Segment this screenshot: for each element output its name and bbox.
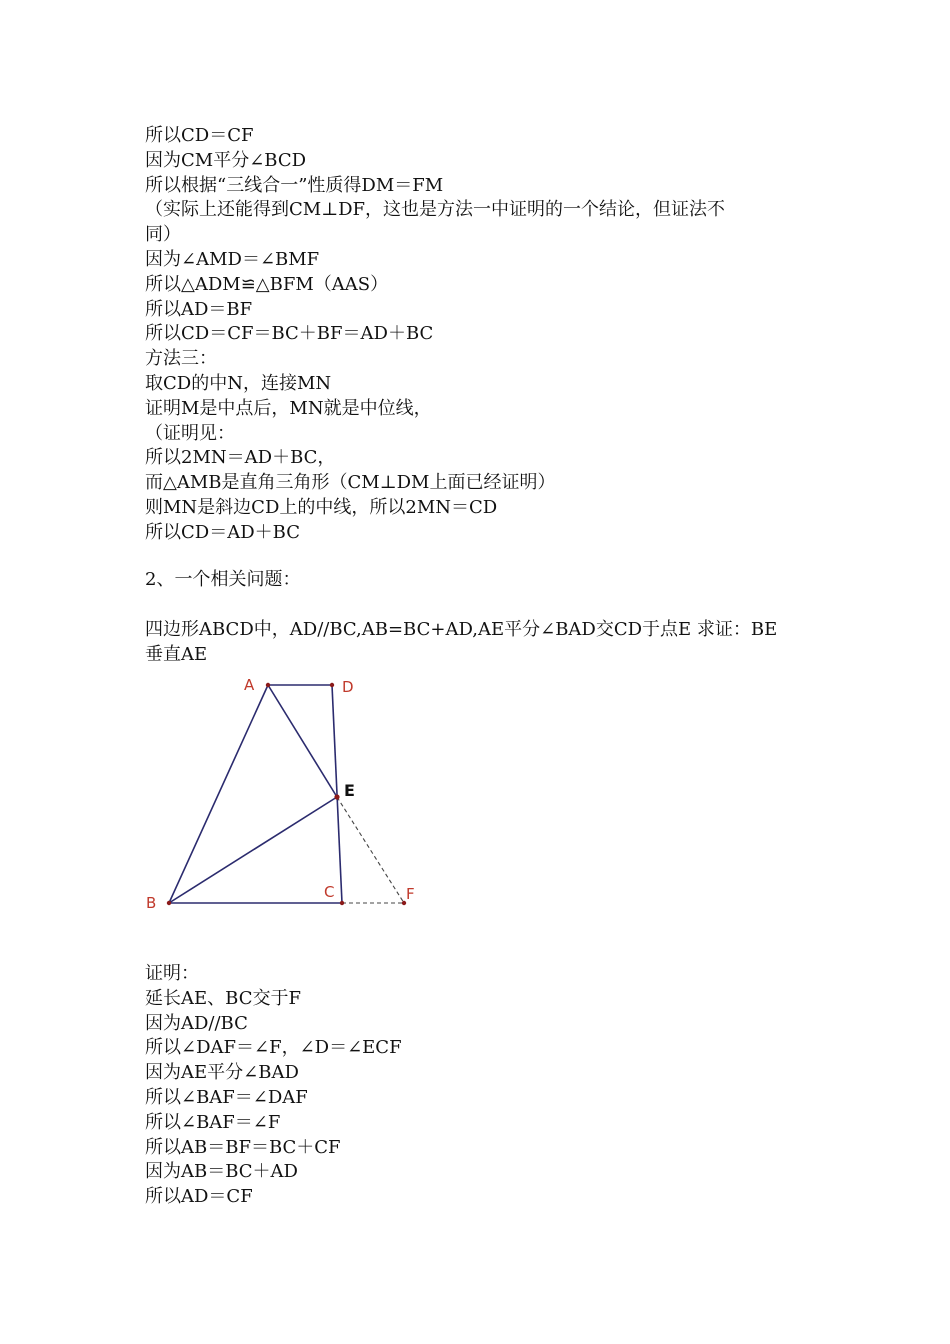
- label-c: C: [324, 883, 335, 901]
- segment-ef-dashed: [337, 797, 404, 903]
- segment-ae: [268, 685, 337, 797]
- point-a: [266, 683, 270, 687]
- geometry-svg: [140, 670, 430, 920]
- problem-statement: [145, 618, 825, 668]
- text-line: 因为AB＝BC＋AD: [145, 1161, 298, 1183]
- label-f: F: [406, 885, 415, 903]
- point-b: [167, 901, 171, 905]
- text-line: 而△AMB是直角三角形（CM⊥DM上面已经证明）: [145, 472, 556, 494]
- text-line: 所以2MN＝AD＋BC，: [145, 447, 336, 469]
- text-line: 所以CD＝CF＝BC＋BF＝AD＋BC: [145, 323, 434, 345]
- problem-line-1: 四边形ABCD中，AD//BC,AB=BC+AD,AE平分∠BAD交CD于点E 求证：BE: [145, 619, 778, 640]
- text-line: 所以∠DAF＝∠F，∠D＝∠ECF: [145, 1037, 402, 1059]
- label-b: B: [146, 894, 157, 912]
- text-line: 所以AD＝CF: [145, 1186, 253, 1208]
- proof-part-1: [145, 124, 825, 546]
- text-line: 所以△ADM≌△BFM（AAS）: [145, 273, 389, 295]
- text-line: （实际上还能得到CM⊥DF，这也是方法一中证明的一个结论，但证法不: [145, 199, 726, 221]
- text-line: 所以根据“三线合一”性质得DM＝FM: [145, 174, 444, 196]
- point-e: [334, 794, 339, 799]
- text-line: 所以∠BAF＝∠F: [145, 1111, 281, 1133]
- geometry-figure: [140, 670, 430, 920]
- text-line: 证明M是中点后，MN就是中位线，: [145, 397, 432, 419]
- text-line: 所以CD＝CF: [145, 125, 254, 146]
- section-heading: 2、一个相关问题：: [145, 569, 301, 590]
- text-line: 取CD的中N，连接MN: [145, 372, 332, 394]
- text-line: 同）: [145, 224, 181, 246]
- text-line: 因为CM平分∠BCD: [145, 149, 307, 171]
- text-line: 因为AD//BC: [145, 1012, 248, 1034]
- segment-be: [169, 797, 337, 903]
- text-line: 因为AE平分∠BAD: [145, 1062, 299, 1084]
- section-2-heading: [145, 568, 825, 593]
- text-line: 所以AD＝BF: [145, 298, 253, 320]
- label-a: A: [244, 676, 255, 694]
- text-line: 所以AB＝BF＝BC＋CF: [145, 1136, 341, 1158]
- text-line: 所以CD＝AD＋BC: [145, 521, 300, 543]
- proof-part-2: [145, 962, 825, 1210]
- proof-heading: 证明：: [145, 963, 199, 984]
- problem-line-2: 垂直AE: [145, 643, 208, 665]
- point-d: [330, 683, 334, 687]
- text-line: 延长AE、BC交于F: [145, 987, 301, 1009]
- point-c: [340, 901, 344, 905]
- segment-dc: [332, 685, 342, 903]
- text-line: 因为∠AMD＝∠BMF: [145, 248, 320, 270]
- text-line: 则MN是斜边CD上的中线，所以2MN＝CD: [145, 496, 498, 518]
- label-d: D: [342, 678, 354, 696]
- text-line: 所以∠BAF＝∠DAF: [145, 1086, 308, 1108]
- label-e: E: [344, 781, 355, 800]
- method-three-heading: 方法三：: [145, 348, 217, 370]
- text-line: （证明见：: [145, 422, 235, 444]
- segment-ab: [169, 685, 268, 903]
